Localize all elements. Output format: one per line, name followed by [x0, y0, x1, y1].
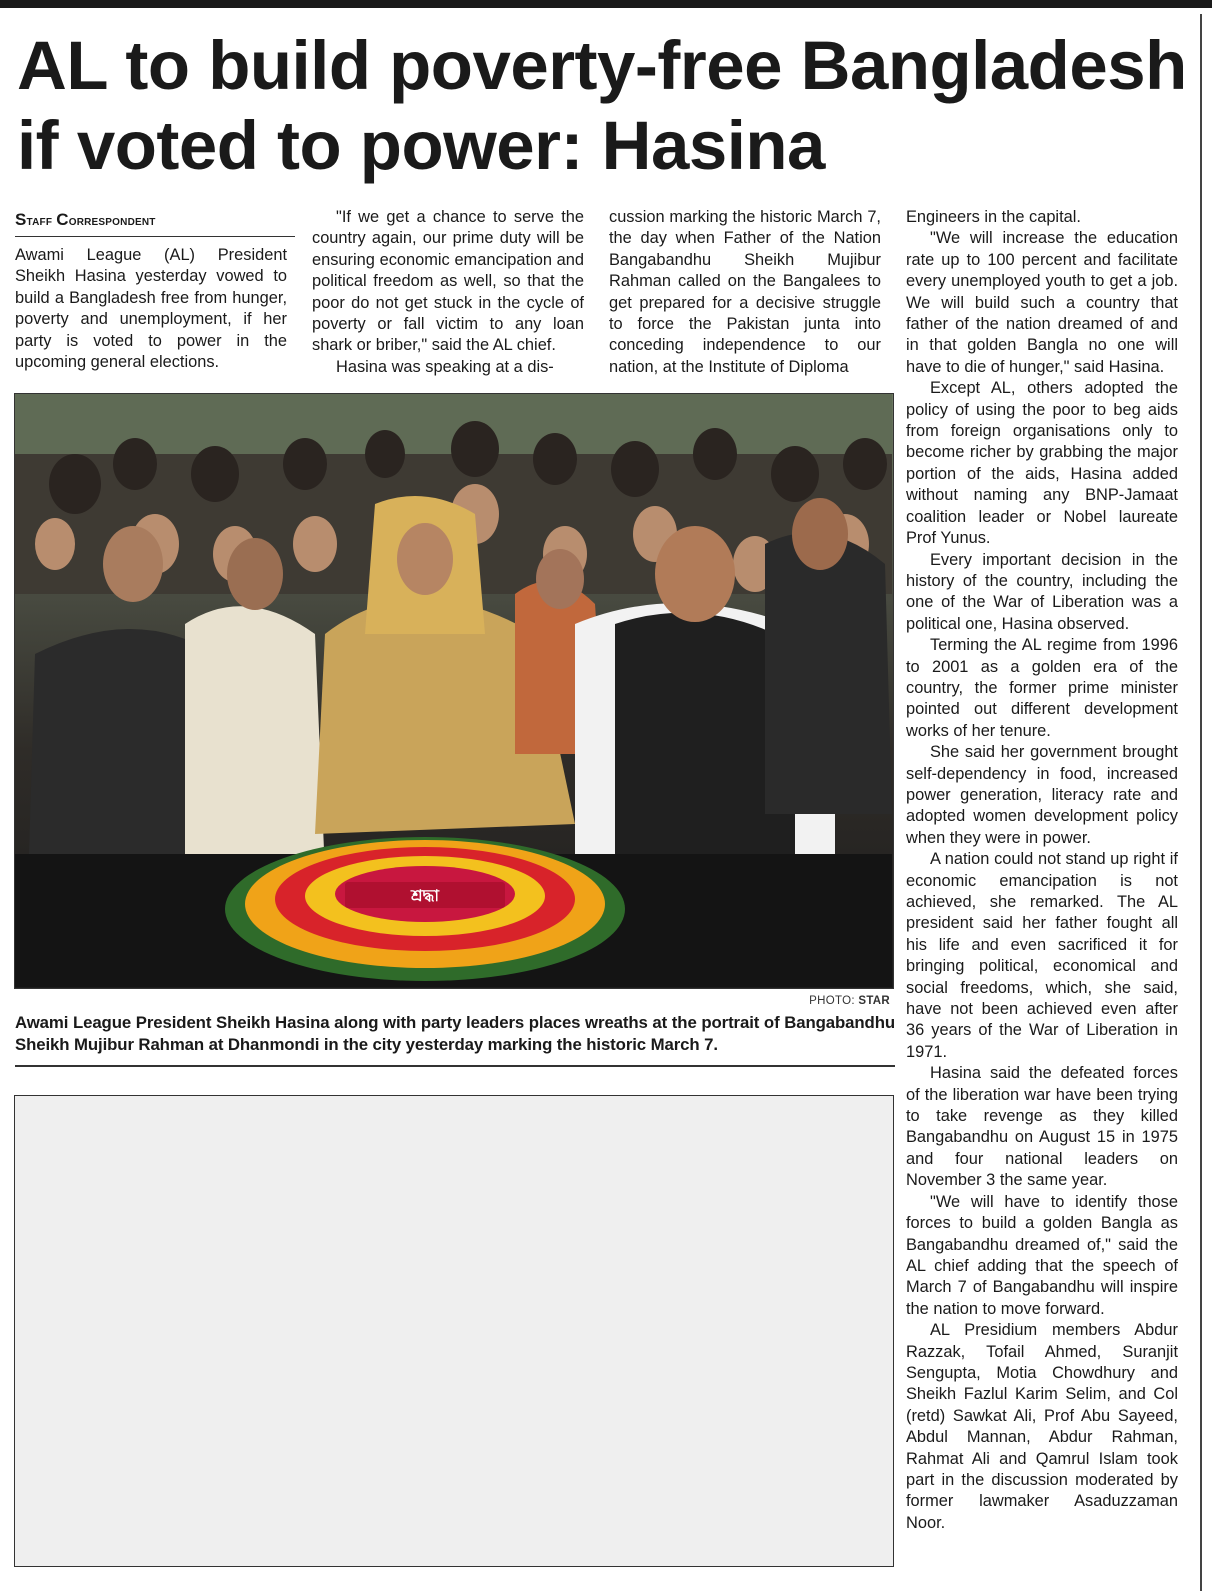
paragraph: Hasina said the defeated forces of the liberation war have been trying to take revenge as they killed Bangabandhu on August 15 in 1975 and four national leaders on November 3 the same year.: [906, 1064, 1178, 1190]
news-photo: [14, 393, 894, 989]
paragraph: Hasina was speaking at a dis-: [336, 357, 554, 376]
paragraph: A nation could not stand up right if economic emancipation is not achieved, she remarked. The AL president said her father fought all his life and even sacrificed it for bringing political, economical and social freedoms, which, she said, have not been achieved even after 36 years of the War of Liberation in 1971.: [906, 850, 1178, 1061]
photo-credit: PHOTO: STAR: [809, 995, 890, 1007]
paragraph: She said her government brought self-dependency in food, increased power generation, literacy rate and adopted women development policy when they were in power.: [906, 743, 1178, 847]
paragraph: Engineers in the capital.: [906, 208, 1081, 226]
paragraph: "We will increase the education rate up to 100 percent and facilitate every unemployed youth to get a job. We will build such a country that father of the nation dreamed of and in that golden Bangla no one will have to die of hunger," said Hasina.: [906, 229, 1178, 376]
paragraph: Except AL, others adopted the policy of using the poor to beg aids from foreign organisations only to become richer by grabbing the major portion of the aids, Hasina added without naming any BNP-Jamaat coalition leader or Nobel laureate Prof Yunus.: [906, 379, 1178, 548]
article-column-2: [312, 207, 584, 378]
paragraph: cussion marking the historic March 7, the day when Father of the Nation Bangabandhu Sheikh Mujibur Rahman called on the Bangalees to get prepared for a decisive struggle to force the Pakistan junta into conceding independence to our nation, at the Institute of Diploma: [609, 208, 881, 376]
column-rule: [1200, 14, 1202, 1591]
headline: AL to build poverty-free Bangladesh if voted to power: Hasina: [17, 27, 1187, 184]
article-column-4: [906, 207, 1178, 1534]
svg-text:শ্রদ্ধা: শ্রদ্ধা: [410, 886, 440, 905]
top-rule: [0, 0, 1212, 8]
paragraph: "We will have to identify those forces to build a golden Bangla as Bangabandhu dreamed of," said the AL chief adding that the speech of March 7 of Bangabandhu will inspire the nation to move forward.: [906, 1192, 1178, 1318]
article-column-3: [609, 207, 881, 378]
article-column-1: [15, 245, 287, 373]
paragraph: Awami League (AL) President Sheikh Hasina yesterday vowed to build a Bangladesh free from hunger, poverty and unemployment, if her party is voted to power in the upcoming general elections.: [15, 246, 287, 372]
photo-caption: Awami League President Sheikh Hasina along with party leaders places wreaths at the portrait of Bangabandhu Sheikh Mujibur Rahman at Dhanmondi in the city yesterday marking the historic March 7.: [15, 1013, 895, 1054]
paragraph: "If we get a chance to serve the country again, our prime duty will be ensuring economic emancipation and political freedom as well, so that the poor do not get stuck in the cycle of poverty or fall victim to any loan shark or briber," said the AL chief.: [312, 208, 584, 355]
blank-ad-space: [14, 1095, 894, 1567]
byline: Staff Correspondent: [15, 210, 295, 237]
paragraph: Terming the AL regime from 1996 to 2001 as a golden era of the country, the former prime minister pointed out different development works of her tenure.: [906, 636, 1178, 740]
paragraph: Every important decision in the history of the country, including the one of the War of Liberation was a political one, Hasina observed.: [906, 550, 1178, 633]
caption-divider: [15, 1065, 895, 1067]
paragraph: AL Presidium members Abdur Razzak, Tofail Ahmed, Suranjit Sengupta, Motia Chowdhury and Sheikh Fazlul Karim Selim, and Col (retd) Sawkat Ali, Prof Abu Sayeed, Abdul Mannan, Abdur Rahman, Rahmat Ali and Qamrul Islam took part in the discussion moderated by former lawmaker Asaduzzaman Noor.: [906, 1321, 1178, 1532]
